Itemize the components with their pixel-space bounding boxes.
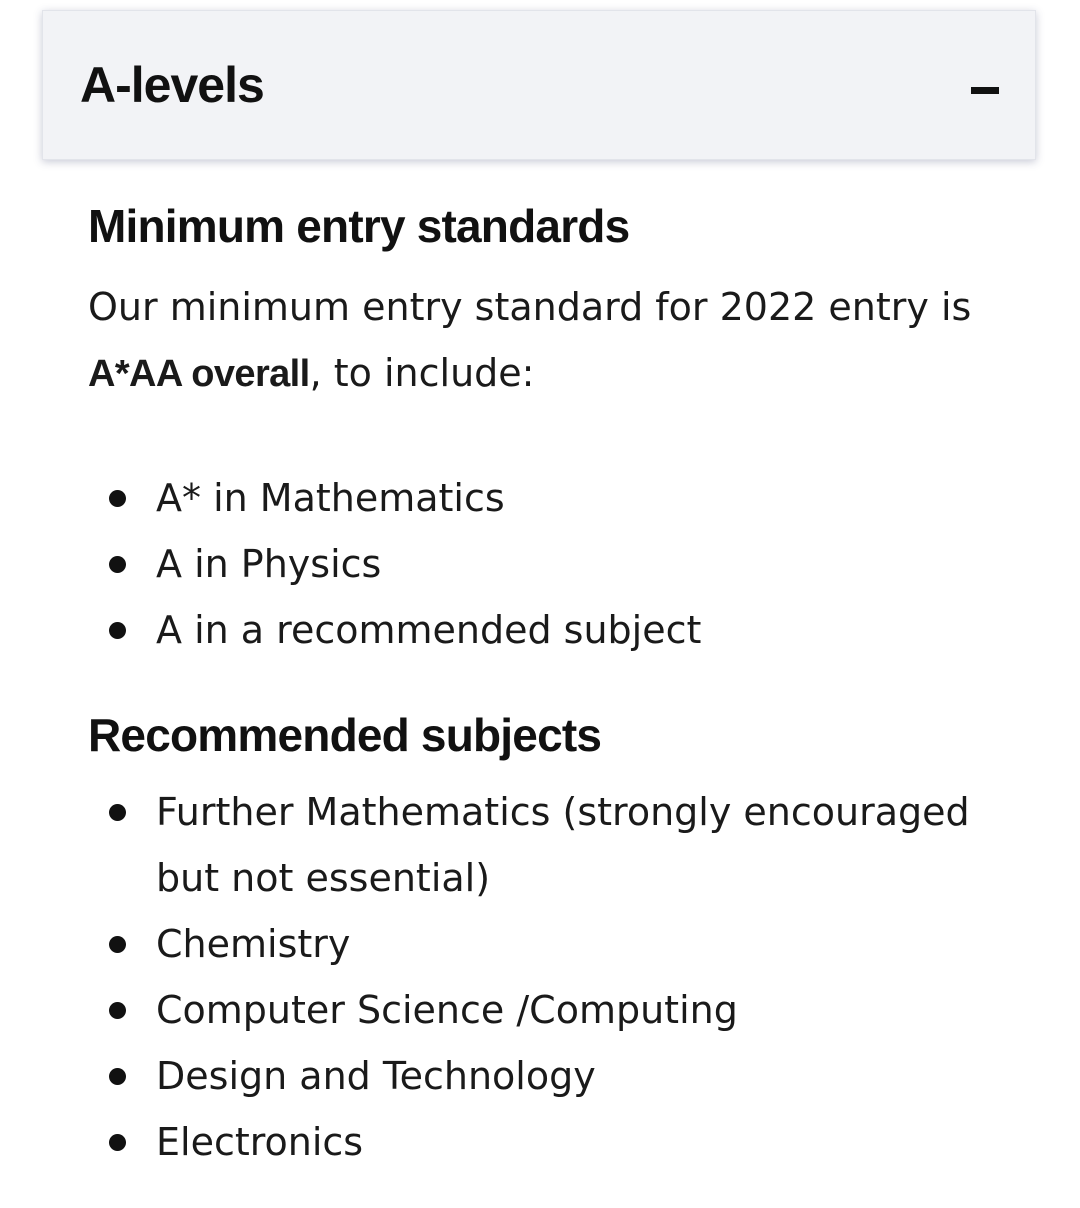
accordion-header-a-levels[interactable] (42, 10, 1036, 160)
list-item: Further Mathematics (strongly encouraged but not essential) (88, 779, 988, 911)
intro-text-end: , to include: (309, 351, 535, 395)
minimum-entry-heading: Minimum entry standards (88, 200, 630, 252)
recommended-subjects-list (88, 779, 988, 1175)
list-item: A in a recommended subject (88, 597, 988, 663)
accordion-title: A-levels (80, 57, 264, 113)
recommended-subjects-heading: Recommended subjects (88, 709, 602, 761)
list-item: A* in Mathematics (88, 465, 988, 531)
list-item: Chemistry (88, 911, 988, 977)
minus-icon[interactable] (971, 87, 999, 94)
entry-standard-text (88, 274, 988, 407)
list-item: A in Physics (88, 531, 988, 597)
intro-text-start: Our minimum entry standard for 2022 entry is (88, 285, 972, 329)
grade-requirement: A*AA overall (88, 353, 310, 395)
requirements-list (88, 465, 988, 663)
list-item: Electronics (88, 1109, 988, 1175)
list-item: Computer Science /Computing (88, 977, 988, 1043)
list-item: Design and Technology (88, 1043, 988, 1109)
